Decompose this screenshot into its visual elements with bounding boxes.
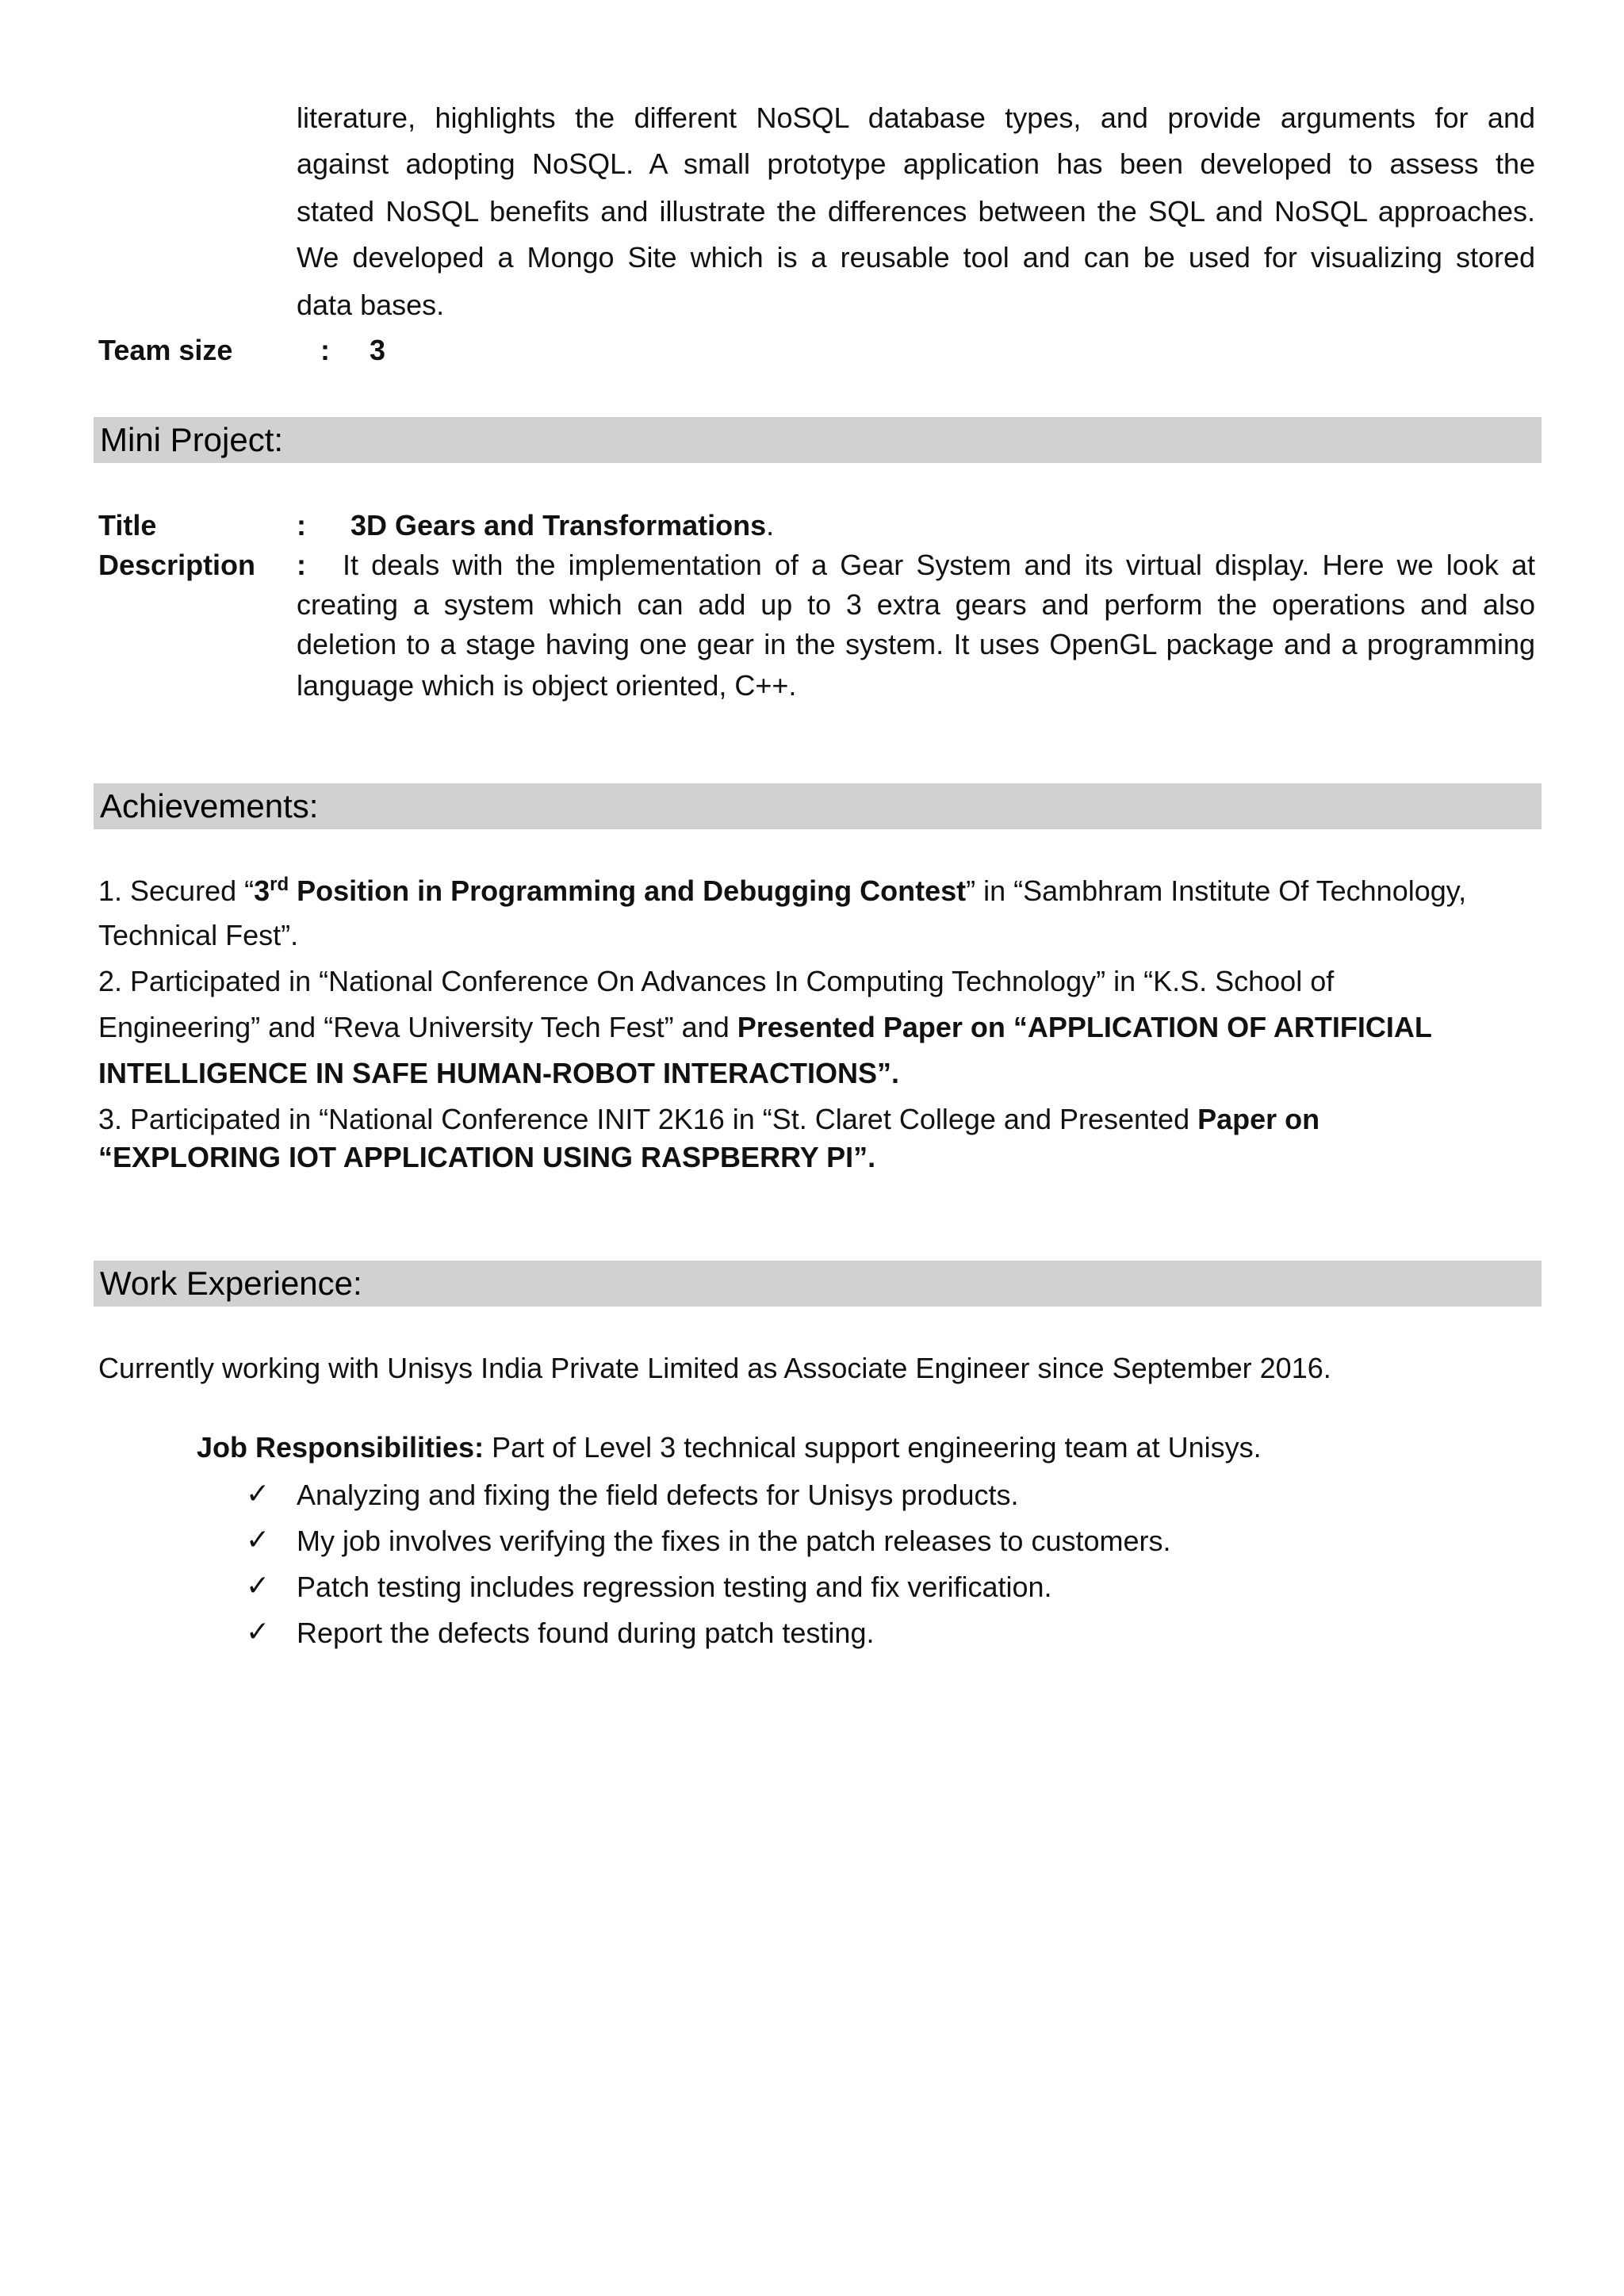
project-paragraph-line-3: stated NoSQL benefits and illustrate the differences between the SQL and NoSQL approaches. (297, 195, 1535, 228)
achievement-1-bold-number: 3 (254, 874, 270, 907)
mini-project-title-text: 3D Gears and Transformations (350, 509, 767, 541)
achievements-heading: Achievements: (100, 787, 319, 825)
mini-project-description-line-2: creating a system which can add up to 3 extra gears and perform the operations and also (297, 588, 1535, 621)
mini-project-title-period: . (766, 509, 775, 541)
job-responsibilities-line (197, 1429, 1262, 1467)
project-paragraph-line-1: literature, highlights the different NoSQL database types, and provide arguments for and (297, 101, 1535, 134)
achievement-3-bold-text: Paper on (1197, 1103, 1320, 1135)
checkmark-icon: ✓ (246, 1615, 270, 1647)
achievement-item-2-line-1: 2. Participated in “National Conference On Advances In Computing Technology” in “K.S. School of (98, 965, 1335, 997)
work-experience-section-bar (94, 1261, 1542, 1307)
work-experience-heading: Work Experience: (100, 1265, 362, 1302)
achievement-1-bold-text: Position in Programming and Debugging Contest (289, 874, 967, 907)
achievement-3-normal-text: 3. Participated in “National Conference INIT 2K16 in “St. Claret College and Presented (98, 1103, 1198, 1135)
team-size-colon: : (320, 334, 330, 366)
achievement-item-1-line-1 (98, 872, 1466, 910)
team-size-label: Team size (98, 334, 233, 366)
project-paragraph-line-2: against adopting NoSQL. A small prototype application has been developed to assess the (297, 147, 1535, 180)
mini-project-description-line-4: language which is object oriented, C++. (297, 669, 797, 702)
achievement-item-2-line-2 (98, 1008, 1432, 1047)
responsibility-item-2: My job involves verifying the fixes in the patch releases to customers. (297, 1525, 1171, 1557)
project-paragraph-line-4: We developed a Mongo Site which is a reusable tool and can be used for visualizing stored (297, 241, 1535, 274)
team-size-value: 3 (370, 334, 386, 366)
mini-project-description-label: Description (98, 549, 256, 581)
responsibility-item-4: Report the defects found during patch testing. (297, 1617, 875, 1649)
achievement-1-suffix: ” in “Sambhram Institute Of Technology, (966, 874, 1467, 907)
responsibility-item-3: Patch testing includes regression testing and fix verification. (297, 1571, 1052, 1603)
project-paragraph-line-5: data bases. (297, 289, 445, 321)
achievement-1-prefix: 1. Secured “ (98, 874, 255, 907)
achievements-section-bar (94, 783, 1542, 829)
achievement-item-3-line-2: “EXPLORING IOT APPLICATION USING RASPBERRY PI”. (98, 1141, 876, 1173)
mini-project-description-colon: : (297, 549, 306, 581)
mini-project-description-line-1: It deals with the implementation of a Gear System and its virtual display. Here we look at (343, 549, 1535, 581)
mini-project-title-label: Title (98, 509, 157, 541)
work-experience-summary: Currently working with Unisys India Private Limited as Associate Engineer since September 2016. (98, 1352, 1331, 1384)
mini-project-section-bar (94, 417, 1542, 463)
mini-project-heading: Mini Project: (100, 421, 284, 458)
mini-project-description-line-3: deletion to a stage having one gear in the system. It uses OpenGL package and a programming (297, 628, 1535, 660)
achievement-item-2-line-3: INTELLIGENCE IN SAFE HUMAN-ROBOT INTERACTIONS”. (98, 1057, 899, 1089)
responsibility-item-1: Analyzing and fixing the field defects for Unisys products. (297, 1479, 1019, 1511)
mini-project-title-colon: : (297, 509, 306, 541)
checkmark-icon: ✓ (246, 1569, 270, 1601)
job-responsibilities-text: Part of Level 3 technical support engineering team at Unisys. (484, 1431, 1262, 1464)
achievement-item-1-line-2: Technical Fest”. (98, 919, 299, 951)
checkmark-icon: ✓ (246, 1477, 270, 1510)
achievement-1-superscript: rd (270, 874, 289, 895)
job-responsibilities-label: Job Responsibilities: (197, 1431, 485, 1464)
achievement-2-normal-text: Engineering” and “Reva University Tech Fest” and (98, 1011, 737, 1043)
achievement-2-bold-text: Presented Paper on “APPLICATION OF ARTIFICIAL (737, 1011, 1432, 1043)
mini-project-title-value (350, 507, 774, 544)
checkmark-icon: ✓ (246, 1523, 270, 1556)
achievement-item-3-line-1 (98, 1100, 1320, 1138)
